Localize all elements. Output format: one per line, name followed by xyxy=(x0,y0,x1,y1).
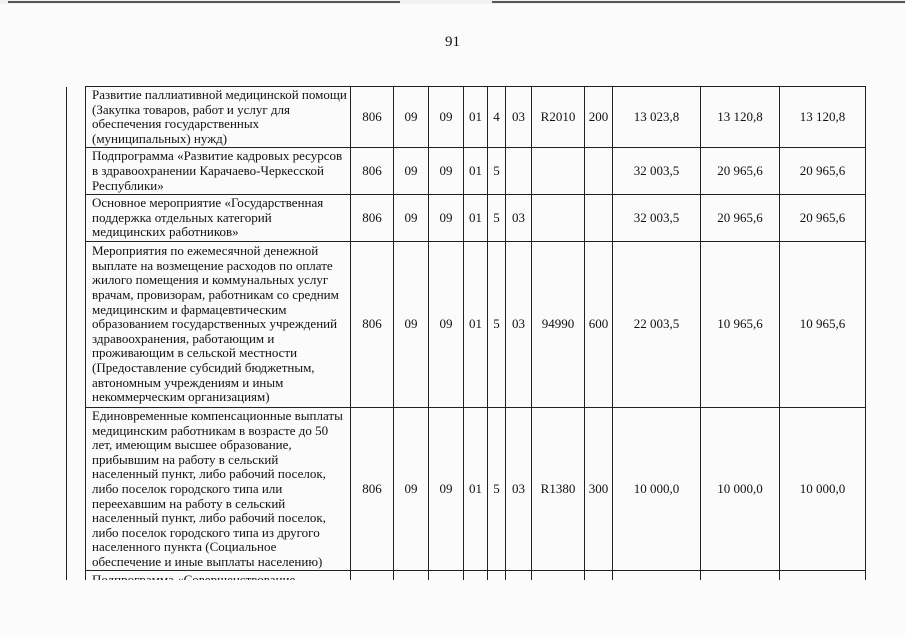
ministry-code: 806 xyxy=(351,195,394,242)
amount-2: 20 965,6 xyxy=(701,148,780,195)
direction-code xyxy=(532,148,585,195)
row-margin-cell xyxy=(67,407,86,571)
row-name: Развитие паллиативной медицинской помощи (Закупка товаров, работ и услуг для обеспечения государственных (муниципальных) нужд) xyxy=(86,87,351,148)
scan-edge-line-right xyxy=(492,1,905,3)
ministry-code: 806 xyxy=(351,241,394,407)
amount-3: 20 965,6 xyxy=(780,148,866,195)
program-code: 01 xyxy=(464,241,488,407)
direction-code: R2010 xyxy=(532,87,585,148)
ministry-code: 806 xyxy=(351,87,394,148)
section-code: 09 xyxy=(394,195,429,242)
scan-edge-line-left xyxy=(8,1,400,3)
row-name: Подпрограмма «Развитие кадровых ресурсов в здравоохранении Карачаево-Черкесской Республики» xyxy=(86,148,351,195)
subprogram-code: 5 xyxy=(488,407,506,571)
subsection-code: 09 xyxy=(429,148,464,195)
row-name: Единовременные компенсационные выплаты медицинским работникам в возрасте до 50 лет, имеющим высшее образование, прибывшим на работу в сельский населенный пункт, либо рабочий поселок, либо поселок городского типа или переехавшим на работу в сельский населенный пункт, либо рабочий поселок, либо поселок городского типа из другого населенного пункта (Социальное обеспечение и иные выплаты населению) xyxy=(86,407,351,571)
amount-1: 10 000,0 xyxy=(613,407,701,571)
amount-3: 10 965,6 xyxy=(780,241,866,407)
amount-2: 10 000,0 xyxy=(701,407,780,571)
subsection-code: 09 xyxy=(429,241,464,407)
expense-type-code: 600 xyxy=(585,241,613,407)
budget-table xyxy=(66,86,866,605)
section-code: 09 xyxy=(394,87,429,148)
event-code: 03 xyxy=(506,87,532,148)
section-code: 09 xyxy=(394,241,429,407)
subsection-code: 09 xyxy=(429,87,464,148)
ministry-code: 806 xyxy=(351,407,394,571)
subprogram-code: 4 xyxy=(488,87,506,148)
table-row xyxy=(67,87,866,148)
table-row xyxy=(67,241,866,407)
amount-3: 10 000,0 xyxy=(780,407,866,571)
table-row xyxy=(67,148,866,195)
program-code: 01 xyxy=(464,87,488,148)
subprogram-code: 5 xyxy=(488,241,506,407)
row-margin-cell xyxy=(67,195,86,242)
amount-3: 20 965,6 xyxy=(780,195,866,242)
program-code: 01 xyxy=(464,407,488,571)
section-code: 09 xyxy=(394,148,429,195)
table-row xyxy=(67,407,866,571)
row-margin-cell xyxy=(67,87,86,148)
event-code xyxy=(506,148,532,195)
direction-code: R1380 xyxy=(532,407,585,571)
page-number: 91 xyxy=(445,34,460,50)
program-code: 01 xyxy=(464,148,488,195)
amount-2: 13 120,8 xyxy=(701,87,780,148)
row-margin-cell xyxy=(67,148,86,195)
amount-1: 32 003,5 xyxy=(613,195,701,242)
amount-1: 13 023,8 xyxy=(613,87,701,148)
direction-code xyxy=(532,195,585,242)
table-row xyxy=(67,195,866,242)
expense-type-code: 200 xyxy=(585,87,613,148)
program-code: 01 xyxy=(464,195,488,242)
event-code: 03 xyxy=(506,195,532,242)
ministry-code: 806 xyxy=(351,148,394,195)
event-code: 03 xyxy=(506,241,532,407)
row-margin-cell xyxy=(67,241,86,407)
amount-2: 20 965,6 xyxy=(701,195,780,242)
amount-1: 32 003,5 xyxy=(613,148,701,195)
subprogram-code: 5 xyxy=(488,148,506,195)
expense-type-code xyxy=(585,195,613,242)
expense-type-code: 300 xyxy=(585,407,613,571)
expense-type-code xyxy=(585,148,613,195)
row-name: Основное мероприятие «Государственная поддержка отдельных категорий медицинских работников» xyxy=(86,195,351,242)
amount-3: 13 120,8 xyxy=(780,87,866,148)
amount-2: 10 965,6 xyxy=(701,241,780,407)
direction-code: 94990 xyxy=(532,241,585,407)
section-code: 09 xyxy=(394,407,429,571)
subprogram-code: 5 xyxy=(488,195,506,242)
row-name: Мероприятия по ежемесячной денежной выплате на возмещение расходов по оплате жилого помещения и коммунальных услуг врачам, провизорам, работникам со средним медицинским и фармацевтическим образованием государственных учреждений здравоохранения, работающим и проживающим в сельской местности (Предоставление субсидий бюджетным, автономным учреждениям и иным некоммерческим организациям) xyxy=(86,241,351,407)
event-code: 03 xyxy=(506,407,532,571)
subsection-code: 09 xyxy=(429,195,464,242)
subsection-code: 09 xyxy=(429,407,464,571)
page-bottom-margin xyxy=(0,580,905,637)
amount-1: 22 003,5 xyxy=(613,241,701,407)
